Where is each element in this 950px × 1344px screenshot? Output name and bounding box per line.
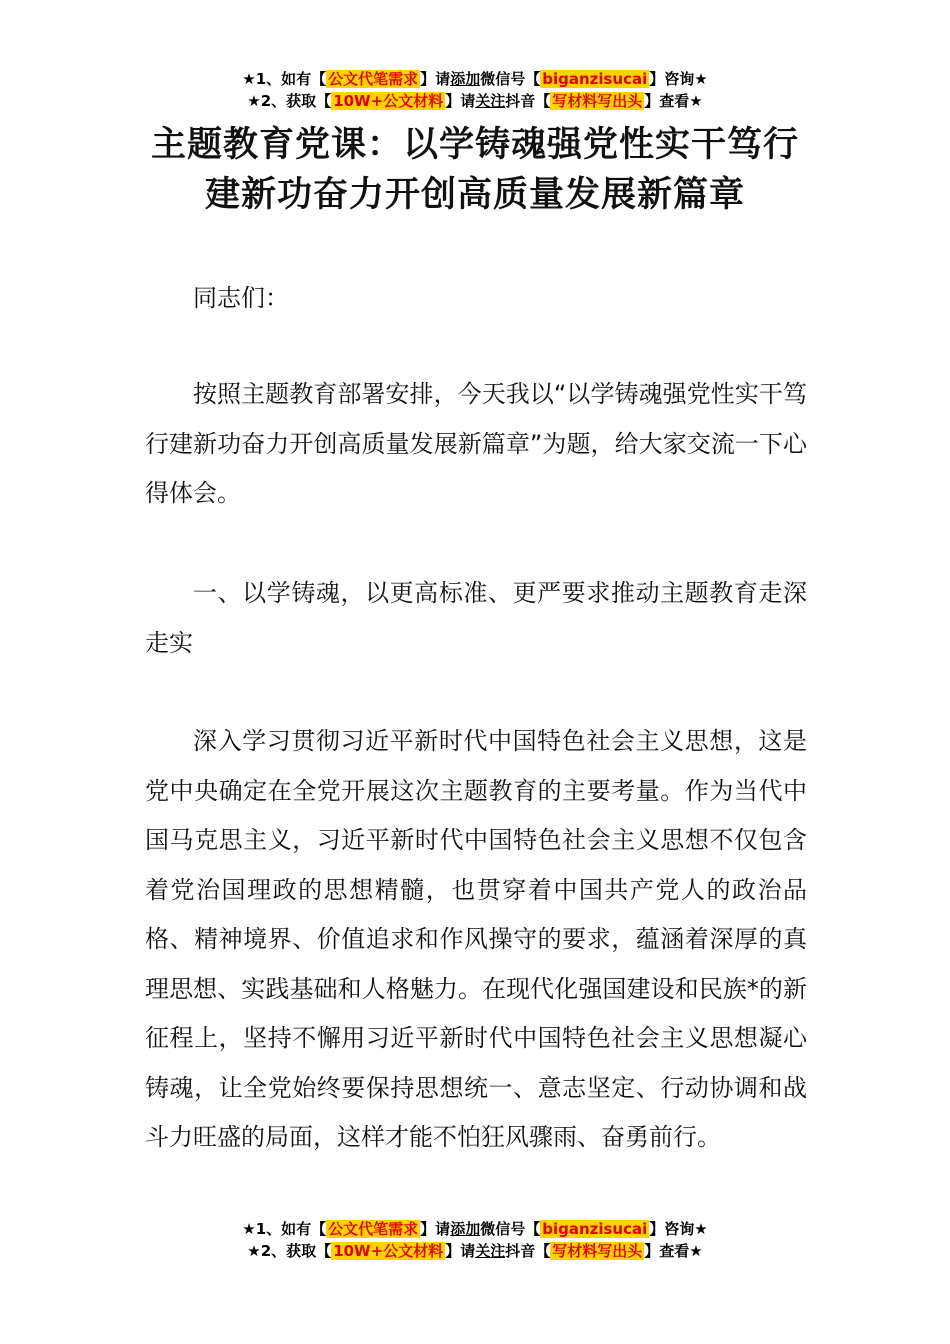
promo-highlight: 公文代笔需求 (328, 1220, 419, 1238)
bottom-promo-banner (0, 1218, 950, 1262)
promo-text: 】请 (445, 92, 476, 110)
promo-emphasis: 添加 (450, 1220, 481, 1238)
promo-text: 微信号【 (480, 70, 541, 88)
section-heading-text: 一、以学铸魂，以更高标准、更严要求推动主题教育走深走实 (145, 579, 807, 657)
salutation (145, 274, 807, 324)
promo-text: ★1、如有【 (242, 1220, 327, 1238)
intro-paragraph (145, 370, 807, 519)
promo-text: ★2、获取【 (247, 1242, 332, 1260)
title-line-2: 建新功奋力开创高质量发展新篇章 (204, 175, 745, 215)
promo-highlight: biganzisucai (542, 70, 648, 88)
paragraph-text: 深入学习贯彻习近平新时代中国特色社会主义思想，这是党中央确定在全党开展这次主题教育的主要考量。作为当代中国马克思主义，习近平新时代中国特色社会主义思想不仅包含着党治国理政的思想精髓，也贯穿着中国共产党人的政治品格、精神境界、价值追求和作风操守的要求，蕴涵着深厚的真理思想、实践基础和人格魅力。在现代化强国建设和民族*的新征程上，坚持不懈用习近平新时代中国特色社会主义思想凝心铸魂，让全党始终要保持思想统一、意志坚定、行动协调和战斗力旺盛的局面，这样才能不怕狂风骤雨、奋勇前行。 (145, 727, 807, 1151)
promo-text: 】请 (420, 70, 451, 88)
promo-highlight: 写材料写出头 (552, 92, 643, 110)
promo-text: 抖音【 (505, 1242, 551, 1260)
title-line-1: 主题教育党课：以学铸魂强党性实干笃行 (150, 125, 799, 165)
promo-text: 】查看★ (644, 92, 703, 110)
promo-line-2 (0, 90, 950, 112)
promo-highlight: biganzisucai (542, 1220, 648, 1238)
top-promo-banner (0, 68, 950, 112)
promo-highlight: 公文代笔需求 (328, 70, 419, 88)
promo-text: 】咨询★ (649, 1220, 708, 1238)
paragraph-text: 按照主题教育部署安排，今天我以“以学铸魂强党性实干笃行建新功奋力开创高质量发展新篇章”为题，给大家交流一下心得体会。 (145, 380, 807, 507)
salutation-text: 同志们： (193, 284, 289, 312)
promo-text: 】咨询★ (649, 70, 708, 88)
promo-line-1 (0, 1218, 950, 1240)
promo-highlight: 写材料写出头 (552, 1242, 643, 1260)
promo-emphasis: 添加 (450, 70, 481, 88)
promo-line-1 (0, 68, 950, 90)
section-heading-1 (145, 569, 807, 668)
promo-text: 】请 (445, 1242, 476, 1260)
promo-text: ★1、如有【 (242, 70, 327, 88)
promo-text: 微信号【 (480, 1220, 541, 1238)
promo-text: ★2、获取【 (247, 92, 332, 110)
body-paragraph (145, 717, 807, 1163)
promo-text: 抖音【 (505, 92, 551, 110)
promo-emphasis: 关注 (475, 1242, 506, 1260)
promo-text: 】请 (420, 1220, 451, 1238)
promo-text: 】查看★ (644, 1242, 703, 1260)
promo-highlight: 10W+公文材料 (333, 92, 444, 110)
promo-emphasis: 关注 (475, 92, 506, 110)
promo-highlight: 10W+公文材料 (333, 1242, 444, 1260)
document-title (0, 120, 950, 220)
promo-line-2 (0, 1240, 950, 1262)
